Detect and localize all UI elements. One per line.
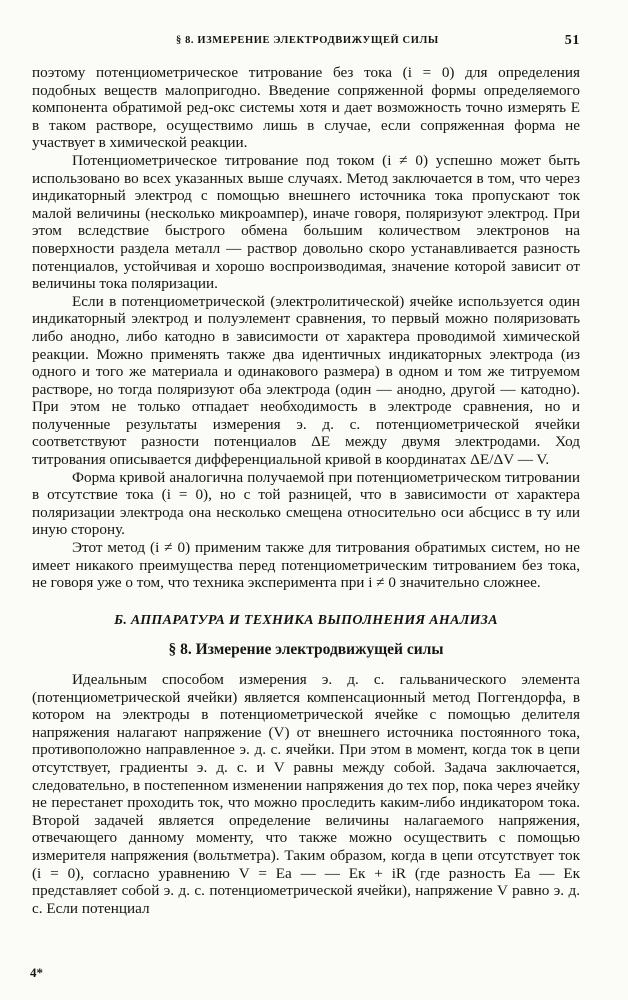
body-text xyxy=(32,64,580,917)
paragraph: Потенциометрическое титрование под током (i ≠ 0) успешно может быть использовано во всех указанных выше случаях. Метод заключается в том, что через индикаторный электрод с помощью внешнего источника тока пропускают ток малой величины (несколько микроампер), иначе говоря, поляризуют электрод. При этом вследствие быстрого обмена большим количеством электронов на поверхности раздела металл — раствор довольно скоро устанавливается разность потенциалов, устойчивая и хорошо воспроизводимая, значение которой зависит от величины тока поляризации. xyxy=(32,151,580,293)
subsection-heading: § 8. Измерение электродвижущей силы xyxy=(168,641,444,659)
page-number: 51 xyxy=(564,33,580,48)
paragraph: Этот метод (i ≠ 0) применим также для титрования обратимых систем, но не имеет никакого преимущества перед потенциометрическим титрованием без тока, не говоря уже о том, что техника эксперимента при i ≠ 0 значительно сложнее. xyxy=(32,539,580,592)
section-heading: Б. АППАРАТУРА И ТЕХНИКА ВЫПОЛНЕНИЯ АНАЛИЗА xyxy=(114,612,498,628)
running-title: § 8. ИЗМЕРЕНИЕ ЭЛЕКТРОДВИЖУЩЕЙ СИЛЫ xyxy=(176,35,439,46)
running-head xyxy=(28,33,580,51)
signature-mark: 4* xyxy=(30,965,43,980)
paragraph: Если в потенциометрической (электролитической) ячейке используется один индикаторный электрод и полуэлемент сравнения, то первый можно поляризовать либо анодно, либо катодно в зависимости от характера проводимой химической реакции. Можно применять также два идентичных индикаторных электрода (из одного и того же материала и одинакового размера) в одном и том же титруемом растворе, но тогда поляризуют оба электрода (один — анодно, другой — катодно). При этом не только отпадает необходимость в электроде сравнения, но и полученные результаты измерения э. д. с. потенциометрической ячейки соответствуют разности потенциалов ΔE между двумя электродами. Ход титрования описывается дифференциальной кривой в координатах ΔE/ΔV — V. xyxy=(32,292,580,469)
paragraph: Форма кривой аналогична получаемой при потенциометрическом титровании в отсутствие тока (i = 0), но с той разницей, что в зависимости от характера поляризации электрода она несколько смещена относительно оси абсцисс в ту или иную сторону. xyxy=(32,468,580,539)
paragraph: Идеальным способом измерения э. д. с. гальванического элемента (потенциометрической ячейки) является компенсационный метод Поггендорфа, в котором на электроды в потенциометрической ячейке с помощью делителя напряжения налагают напряжение (V) от внешнего источника постоянного тока, противоположно направленное э. д. с. ячейки. При этом в момент, когда ток в цепи отсутствует, градиенты э. д. с. и V равны между собой. Задача заключается, следовательно, в постепенном изменении напряжения до тех пор, пока через ячейку не перестанет проходить ток, что можно проследить каким-либо индикатором тока. Второй задачей является определение величины налагаемого напряжения, отвечающего данному моменту, что также можно осуществить с помощью измерителя напряжения (вольтметра). Таким образом, когда в цепи отсутствует ток (i = 0), согласно уравнению V = Eа — — Eк + iR (где разность Eа — Eк представляет собой э. д. с. потенциометрической ячейки), напряжение V равно э. д. с. Если потенциал xyxy=(32,671,580,917)
paragraph: поэтому потенциометрическое титрование без тока (i = 0) для определения подобных веществ малопригодно. Введение сопряженной формы определяемого компонента обратимой ред-окс системы хотя и дает возможность точно измерять E в таком растворе, осуществимо лишь в случае, если сопряженная форма не участвует в химической реакции. xyxy=(32,64,580,152)
